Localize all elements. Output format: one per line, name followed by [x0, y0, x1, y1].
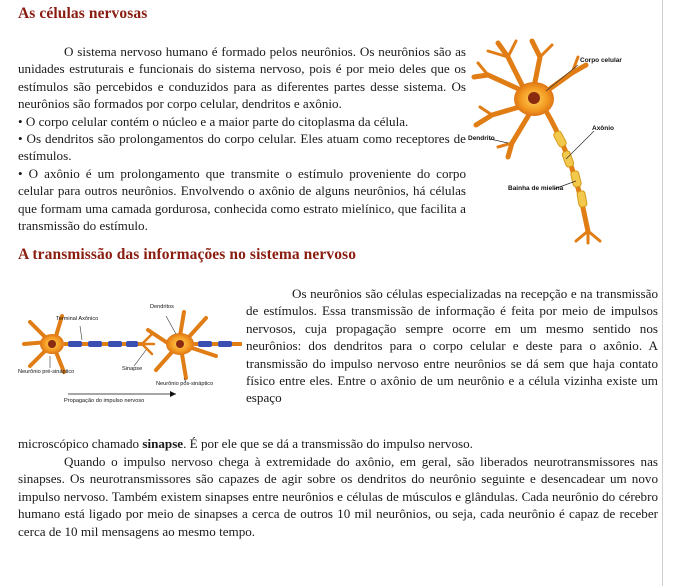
section2-para1-continuation [18, 435, 658, 452]
sinapse-tail: . É por ele que se dá a transmissão do impulso nervoso. [183, 436, 473, 451]
section-title-transmissao: A transmissão das informações no sistema nervoso [18, 246, 357, 263]
label-terminal-axonico: Terminal Axônico [56, 316, 99, 322]
label-neuronio-pre: Neurônio pré-sináptico [18, 369, 75, 375]
section-title-celulas: As células nervosas [18, 5, 148, 22]
label-propagacao: Propagação do impulso nervoso [64, 398, 145, 404]
section2-para2-text: Quando o impulso nervoso chega à extremidade do axônio, em geral, são liberados neurotransmissores nas sinapses. Os neurotransmissores são capazes de agir sobre os dendritos do neurônio seguinte e desencadear um novo impulso nervoso. Também existem sinapses entre neurônios e células de músculos e glândulas. Cada neurônio do cérebro humano está ligado por meio de sinapses a cerca de outros 10 mil neurônios, ou seja, cada neurônio é capaz de receber cerca de 10 mil mensagens ao mesmo tempo. [18, 454, 658, 539]
bullet-corpo-celular: • O corpo celular contém o núcleo e a maior parte do citoplasma da célula. [18, 113, 409, 129]
label-dendrito: Dendrito [468, 135, 495, 142]
section2-para1 [246, 285, 658, 407]
label-bainha-mielina: Bainha de mielina [508, 185, 564, 192]
sinapse-term: sinapse [142, 436, 184, 451]
section2-para1-text: Os neurônios são células especializadas na recepção e na transmissão de estímulos. Essa transmissão de informação é feita por meio de impulsos nervosos, cuja propagação sempre ocorre em um mesmo sentido nos neurônios: dos dendritos para o corpo celular e deste para o axônio. A transmissão do impulso nervoso entre neurônios se dá sem que haja contato físico entre eles. Entre o axônio de um neurônio e a célula vizinha existe um espaço [246, 286, 658, 406]
label-sinapse: Sinapse [122, 366, 143, 372]
synapse-illustration [16, 282, 242, 417]
neuron-illustration [468, 35, 664, 245]
bullet-dendritos: • Os dendritos são prolongamentos do corpo celular. Eles atuam como receptores de estímulos. [18, 131, 466, 164]
synapse-figure [16, 282, 242, 417]
section1-intro: O sistema nervoso humano é formado pelos neurônios. Os neurônios são as unidades estruturais e funcionais do sistema nervoso, pois é por meio deles que os estímulos são percebidos e conduzidos para as diferentes partes desse sistema. Os neurônios são formados por corpo celular, dendritos e axônio. [18, 44, 466, 112]
sinapse-lead: microscópico chamado [18, 436, 143, 451]
section2-para2 [18, 453, 658, 540]
label-axonio: Axônio [592, 125, 615, 132]
section1-body [18, 43, 466, 234]
label-neuronio-pos: Neurônio pós-sináptico [156, 381, 214, 387]
label-dendritos: Dendritos [150, 304, 174, 310]
neuron-figure [468, 35, 664, 245]
bullet-axonio: • O axônio é um prolongamento que transmite o estímulo proveniente do corpo celular para outros neurônios. Envolvendo o axônio de alguns neurônios, há células que formam uma camada gordurosa, conhecida como estrato mielínico, que facilita a transmissão do estímulo. [18, 165, 466, 234]
label-corpo-celular: Corpo celular [580, 57, 622, 64]
